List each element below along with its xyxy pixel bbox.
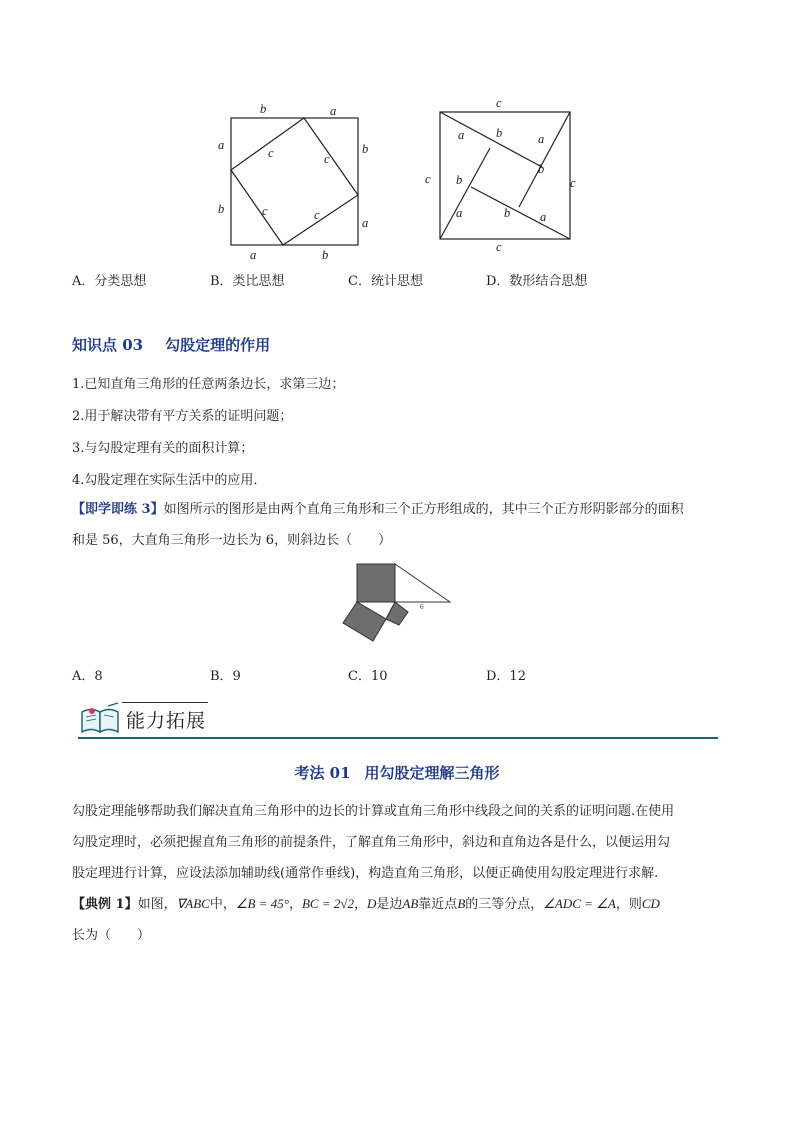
ex1-ab: AB <box>402 896 419 911</box>
method-code: 考法 01 <box>294 764 351 782</box>
label2-b2: b <box>538 162 545 176</box>
p3-option-a: A．8 <box>72 669 103 684</box>
label2-b3: b <box>456 173 463 187</box>
label2-top-c: c <box>496 96 502 110</box>
label-bottom-a: a <box>250 248 257 262</box>
figure-squares-triangles <box>340 560 460 645</box>
ex1-angle-adc: ∠ADC = ∠A <box>543 896 616 911</box>
method-text-line-1: 勾股定理能够帮助我们解决直角三角形中的边长的计算或直角三角形中线段之间的关系的证明问题.在使用 <box>72 804 675 819</box>
option-c: C．统计思想 <box>348 274 423 289</box>
label-c4: c <box>314 208 320 222</box>
ex1-bc: BC = 2√2 <box>301 896 354 911</box>
figure-pythagoras-square-1 <box>210 95 380 265</box>
figure-pythagoras-square-2 <box>420 95 590 260</box>
use-item-4: 4.勾股定理在实际生活中的应用． <box>72 473 267 488</box>
figure3-label-6: 6 <box>420 603 424 611</box>
label-c2: c <box>324 152 330 166</box>
use-item-1: 1.已知直角三角形的任意两条边长，求第三边； <box>72 377 345 392</box>
knowledge-point-code: 知识点 03 <box>72 336 144 354</box>
use-item-3: 3.与勾股定理有关的面积计算； <box>72 441 254 456</box>
method-name: 用勾股定理解三角形 <box>364 764 500 782</box>
ex1-t7: 的三等分点， <box>465 897 544 912</box>
ex1-t4: ， <box>353 897 367 912</box>
label2-left-c: c <box>425 172 431 186</box>
use-item-2: 2.用于解决带有平方关系的证明问题； <box>72 409 293 424</box>
ex1-cd: CD <box>641 896 660 911</box>
example1-tag: 【典例 1】 <box>72 897 138 912</box>
label-right-b: b <box>362 142 369 156</box>
practice3-line1 <box>72 498 684 517</box>
p3-option-d: D．12 <box>486 669 526 684</box>
section-rule <box>78 737 718 739</box>
p3-option-b: B．9 <box>210 669 241 684</box>
example1-line2: 长为（ ） <box>72 928 151 943</box>
label2-a4: a <box>540 210 547 224</box>
option-b: B．类比思想 <box>210 274 285 289</box>
ex1-t5: 是边 <box>376 897 403 912</box>
label2-b1: b <box>496 126 503 140</box>
ex1-triangle: ∇ABC <box>176 896 210 911</box>
section-header <box>78 700 718 740</box>
practice3-tag: 【即学即练 3】 <box>72 502 164 517</box>
label-right-a: a <box>362 216 369 230</box>
example1-line1 <box>72 893 660 912</box>
label-top-b: b <box>260 102 267 116</box>
practice3-line2: 和是 56，大直角三角形一边长为 6，则斜边长（ ） <box>72 533 392 548</box>
p3-option-c: C．10 <box>348 669 388 684</box>
label-c1: c <box>268 146 274 160</box>
label-c3: c <box>262 204 268 218</box>
label-bottom-b: b <box>322 248 329 262</box>
knowledge-point-title <box>72 334 270 355</box>
label2-a3: a <box>456 206 463 220</box>
section-top-line <box>122 702 208 703</box>
method-text-line-2: 勾股定理时，必须把握直角三角形的前提条件，了解直角三角形中，斜边和直角边各是什么，以便运用勾 <box>72 835 671 850</box>
ex1-t3: ， <box>288 897 302 912</box>
method-title <box>0 762 794 783</box>
label2-right-c: c <box>570 176 576 190</box>
ex1-b: B <box>457 896 466 911</box>
ex1-t6: 靠近点 <box>418 897 458 912</box>
label-left-b: b <box>218 202 225 216</box>
option-a: A．分类思想 <box>72 274 147 289</box>
label2-a2: a <box>538 132 545 146</box>
ex1-angle-b: ∠B = 45° <box>235 896 289 911</box>
label2-b4: b <box>504 206 511 220</box>
ex1-d: D <box>367 896 377 911</box>
ex1-t8: ，则 <box>615 897 642 912</box>
book-icon <box>78 702 122 736</box>
label-left-a: a <box>218 138 225 152</box>
method-text-line-3: 股定理进行计算，应设法添加辅助线(通常作垂线)，构造直角三角形，以便正确使用勾股定理进行求解. <box>72 866 659 881</box>
practice3-text1: 如图所示的图形是由两个直角三角形和三个正方形组成的，其中三个正方形阴影部分的面积 <box>163 502 684 517</box>
label2-a1: a <box>458 128 465 142</box>
label2-bottom-c: c <box>496 240 502 254</box>
ex1-t1: 如图， <box>137 897 177 912</box>
ex1-t2: 中， <box>209 897 236 912</box>
label-top-a: a <box>330 104 337 118</box>
option-d: D．数形结合思想 <box>486 274 588 289</box>
section-title: 能力拓展 <box>126 710 207 732</box>
knowledge-point-name: 勾股定理的作用 <box>165 336 271 354</box>
